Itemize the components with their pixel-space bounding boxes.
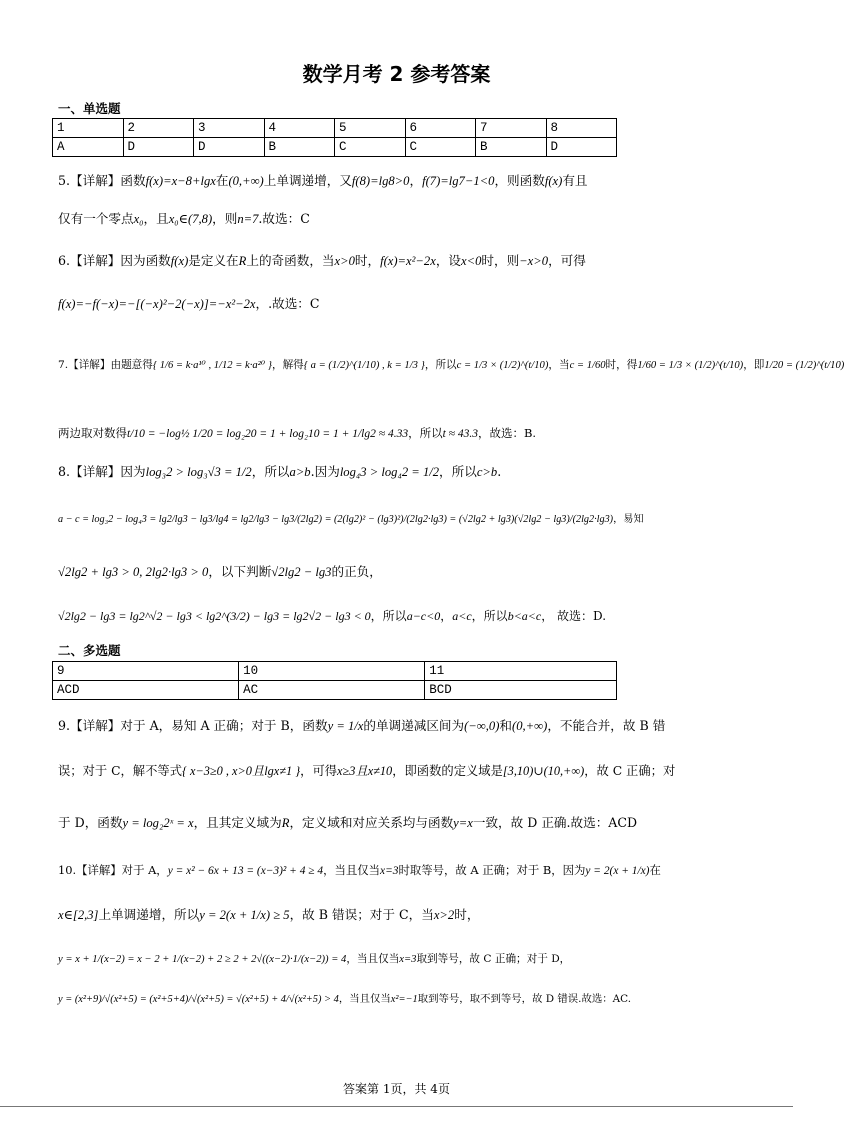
multiple-choice-answer-table (52, 661, 617, 700)
table-cell: A (53, 138, 124, 157)
footer-divider (0, 1106, 793, 1107)
q9-line-1: 9.【详解】对于 A，易知 A 正确；对于 B，函数y = 1/x的单调递减区间为(−∞,0)和(0,+∞)，不能合并，故 B 错 (58, 718, 666, 733)
q6-line-2: f(x)=−f(−x)=−[(−x)²−2(−x)]=−x²−2x，.故选：C (58, 296, 320, 311)
q8-line-1: 8.【详解】因为log₃2 > log₃√3 = 1/2，所以a>b.因为log₄3 > log₄2 = 1/2，所以c>b. (58, 464, 502, 479)
q7-line-2: 两边取对数得t/10 = −log½ 1/20 = log₂20 = 1 + log₂10 = 1 + 1/lg2 ≈ 4.33，所以t ≈ 43.3，故选：B. (58, 426, 537, 440)
q8-line-3: √2lg2 + lg3 > 0, 2lg2·lg3 > 0，以下判断√2lg2 − lg3的正负， (58, 564, 382, 579)
page-title: 数学月考 2 参考答案 (302, 62, 491, 86)
q9-line-2: 误；对于 C，解不等式{ x−3≥0 , x>0且lgx≠1 }，可得x≥3且x≠10，即函数的定义域是[3,10)∪(10,+∞)，故 C 正确；对 (58, 764, 676, 778)
table-row (53, 662, 617, 681)
table-cell: B (476, 138, 547, 157)
section-heading-multiple-choice: 二、多选题 (58, 643, 121, 658)
page-footer: 答案第 1页，共 4页 (343, 1082, 450, 1096)
q10-line-2: x∈[2,3]上单调递增，所以y = 2(x + 1/x) ≥ 5，故 B 错误；对于 C，当x>2时， (58, 907, 480, 922)
q9-line-3: 于 D，函数y = log₂2ˣ = x，且其定义域为R，定义域和对应关系均与函数y=x一致，故 D 正确.故选：ACD (58, 815, 638, 830)
table-cell: 1 (53, 119, 124, 138)
q8-line-4: √2lg2 − lg3 = lg2^√2 − lg3 < lg2^(3/2) − lg3 = lg2√2 − lg3 < 0，所以a−c<0，a<c，所以b<a<c， 故选：D. (58, 609, 607, 623)
table-cell: 8 (546, 119, 617, 138)
table-cell: 2 (123, 119, 194, 138)
table-cell: ACD (53, 681, 239, 700)
table-cell: AC (239, 681, 425, 700)
table-cell: 6 (405, 119, 476, 138)
table-cell: D (194, 138, 265, 157)
table-row (53, 681, 617, 700)
table-cell: C (405, 138, 476, 157)
table-cell: C (335, 138, 406, 157)
table-cell: 7 (476, 119, 547, 138)
q5-line-2: 仅有一个零点x₀，且x₀∈(7,8)，则n=7.故选：C (58, 211, 310, 226)
table-cell: 4 (264, 119, 335, 138)
table-row (53, 119, 617, 138)
table-cell: 3 (194, 119, 265, 138)
table-cell: D (123, 138, 194, 157)
table-cell: 9 (53, 662, 239, 681)
q7-line-1: 7.【详解】由题意得{ 1/6 = k·a¹⁰ , 1/12 = k·a²⁰ }，解得{ a = (1/2)^(1/10) , k = 1/3 }，所以c = 1/3 × (1/2)^(t/10)，当c = 1/60时，得1/60 = 1/3 × (1/2)^(t/10)，即1/20 = (1/2)^(t/10) (58, 359, 844, 371)
table-cell: 11 (425, 662, 617, 681)
table-cell: D (546, 138, 617, 157)
table-cell: 10 (239, 662, 425, 681)
table-cell: B (264, 138, 335, 157)
q10-line-4: y = (x²+9)/√(x²+5) = (x²+5+4)/√(x²+5) = √(x²+5) + 4/√(x²+5) > 4，当且仅当x²=−1取到等号，取不到等号，故 D 错误.故选：AC. (58, 993, 632, 1005)
q5-line-1: 5.【详解】函数f(x)=x−8+lgx在(0,+∞)上单调递增，又f(8)=lg8>0，f(7)=lg7−1<0，则函数f(x)有且 (58, 173, 588, 188)
single-choice-answer-table (52, 118, 617, 157)
q10-line-3: y = x + 1/(x−2) = x − 2 + 1/(x−2) + 2 ≥ 2 + 2√((x−2)·1/(x−2)) = 4，当且仅当x=3取到等号，故 C 正确；对于 D， (58, 953, 571, 965)
q6-line-1: 6.【详解】因为函数f(x)是定义在R上的奇函数，当x>0时，f(x)=x²−2x，设x<0时，则−x>0，可得 (58, 253, 586, 268)
section-heading-single-choice: 一、单选题 (58, 101, 121, 116)
table-cell: BCD (425, 681, 617, 700)
table-row (53, 138, 617, 157)
table-cell: 5 (335, 119, 406, 138)
q10-line-1: 10.【详解】对于 A，y = x² − 6x + 13 = (x−3)² + 4 ≥ 4，当且仅当x=3时取等号，故 A 正确；对于 B，因为y = 2(x + 1/x)在 (58, 863, 661, 877)
q8-line-2: a − c = log₃2 − log₄3 = lg2/lg3 − lg3/lg4 = lg2/lg3 − lg3/(2lg2) = (2(lg2)² − (lg3)²)/(2lg2·lg3) = (√2lg2 + lg3)(√2lg2 − lg3)/(2lg2·lg3)，易知 (58, 514, 644, 525)
